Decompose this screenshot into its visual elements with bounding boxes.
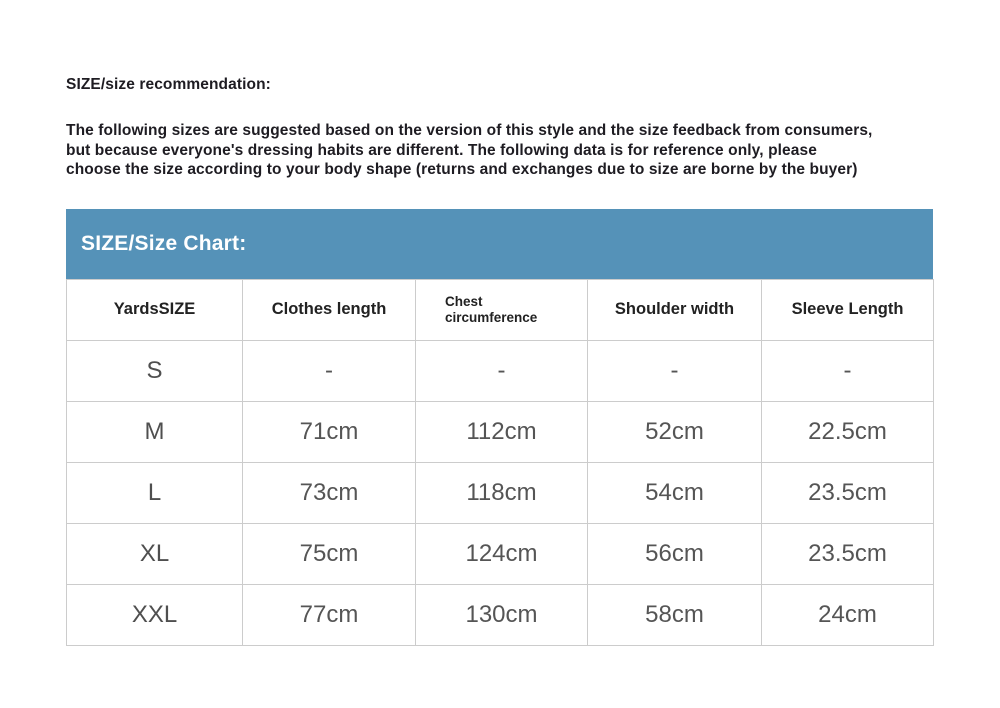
clothes-length-cell: - (243, 340, 416, 401)
chest-cell: 112cm (416, 401, 588, 462)
column-header-clothes-length: Clothes length (243, 279, 416, 340)
size-cell: L (67, 462, 243, 523)
intro-line: but because everyone's dressing habits are different. The following data is for reference only, please (66, 141, 817, 159)
clothes-length-cell: 77cm (243, 584, 416, 645)
column-header-yards-size: YardsSIZE (67, 279, 243, 340)
shoulder-cell: - (588, 340, 762, 401)
shoulder-cell: 56cm (588, 523, 762, 584)
column-header-sleeve-length: Sleeve Length (762, 279, 934, 340)
shoulder-cell: 58cm (588, 584, 762, 645)
column-header-chest-circumference: Chest circumference (416, 279, 588, 340)
size-recommendation-paragraph (66, 121, 934, 180)
table-row-m (67, 401, 934, 462)
table-row-xl (67, 523, 934, 584)
clothes-length-cell: 75cm (243, 523, 416, 584)
size-table-header (67, 279, 934, 340)
size-cell: S (67, 340, 243, 401)
table-row-l (67, 462, 934, 523)
size-cell: XXL (67, 584, 243, 645)
clothes-length-cell: 71cm (243, 401, 416, 462)
table-row-xxl (67, 584, 934, 645)
column-header-shoulder-width: Shoulder width (588, 279, 762, 340)
table-row-s (67, 340, 934, 401)
size-cell: XL (67, 523, 243, 584)
chest-cell: 118cm (416, 462, 588, 523)
header-row (67, 279, 934, 340)
page-content (66, 76, 934, 646)
sleeve-cell: 23.5cm (762, 523, 934, 584)
sleeve-cell: 23.5cm (762, 462, 934, 523)
sleeve-cell: - (762, 340, 934, 401)
sleeve-cell: 24cm (762, 584, 934, 645)
size-chart-title-bar (66, 209, 933, 279)
sleeve-cell: 22.5cm (762, 401, 934, 462)
shoulder-cell: 54cm (588, 462, 762, 523)
chest-cell: 130cm (416, 584, 588, 645)
size-chart-title: SIZE/Size Chart: (81, 231, 247, 255)
size-chart-section (66, 209, 933, 646)
intro-line: choose the size according to your body shape (returns and exchanges due to size are borne by the buyer) (66, 161, 858, 179)
chest-cell: 124cm (416, 523, 588, 584)
chest-cell: - (416, 340, 588, 401)
clothes-length-cell: 73cm (243, 462, 416, 523)
size-recommendation-title: SIZE/size recommendation: (66, 76, 271, 93)
size-table (66, 279, 934, 646)
shoulder-cell: 52cm (588, 401, 762, 462)
size-table-body (67, 340, 934, 645)
size-cell: M (67, 401, 243, 462)
intro-line: The following sizes are suggested based on the version of this style and the size feedback from consumers, (66, 122, 873, 139)
